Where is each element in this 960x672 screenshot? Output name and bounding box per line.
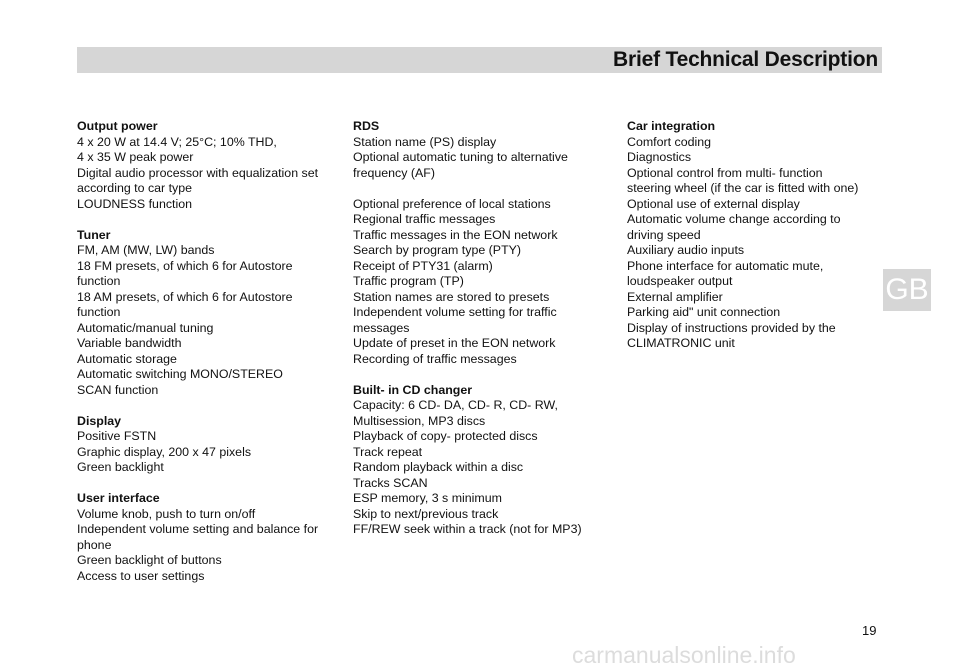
section-title: Display (77, 413, 122, 428)
spec-line: function (77, 274, 121, 288)
spec-line: Variable bandwidth (77, 336, 182, 350)
column-3 (627, 119, 877, 367)
spec-line: External amplifier (627, 289, 723, 304)
spec-line: Capacity: 6 CD- DA, CD- R, CD- RW, (353, 398, 558, 412)
language-tab-gb: GB (883, 269, 931, 311)
spec-line: Digital audio processor with equalization set (77, 165, 319, 180)
spec-line: 4 x 35 W peak power (77, 150, 194, 164)
spec-line: Auxiliary audio inputs (627, 243, 745, 257)
spec-line: CLIMATRONIC unit (627, 336, 735, 350)
spec-line: Comfort coding (627, 134, 712, 149)
spec-line: Update of preset in the EON network (353, 336, 556, 350)
section-title: Built- in CD changer (353, 382, 473, 397)
spec-line: frequency (AF) (353, 165, 435, 180)
spec-line: Receipt of PTY31 (alarm) (353, 258, 493, 273)
spec-line: Green backlight of buttons (77, 553, 222, 567)
spec-line: Multisession, MP3 discs (353, 413, 486, 428)
spec-line: Track repeat (353, 444, 423, 459)
spec-line: Independent volume setting for traffic (353, 305, 557, 319)
spec-line: FF/REW seek within a track (not for MP3) (353, 522, 582, 536)
spec-line: Random playback within a disc (353, 460, 524, 474)
spec-line: Phone interface for automatic mute, (627, 258, 824, 273)
spec-line: Station name (PS) display (353, 134, 497, 149)
spec-line: steering wheel (if the car is fitted with one) (627, 181, 859, 195)
spec-line: according to car type (77, 181, 193, 195)
spec-section (353, 197, 608, 368)
spec-line: Regional traffic messages (353, 212, 496, 226)
spec-line: Automatic volume change according to (627, 212, 841, 226)
spec-section (77, 228, 332, 399)
spec-line: 4 x 20 W at 14.4 V; 25°C; 10% THD, (77, 134, 277, 149)
section-title: User interface (77, 491, 160, 505)
spec-line: Positive FSTN (77, 429, 157, 443)
spec-line: Automatic storage (77, 351, 177, 366)
spec-line: Skip to next/previous track (353, 506, 499, 521)
spec-section (77, 119, 332, 212)
spec-line: Optional preference of local stations (353, 196, 551, 211)
spec-line: Station names are stored to presets (353, 289, 550, 304)
watermark: carmanualsonline.info (572, 642, 796, 668)
page-number: 19 (862, 623, 877, 638)
spec-line: Traffic program (TP) (353, 274, 464, 288)
spec-line: Optional use of external display (627, 196, 800, 211)
section-title: Car integration (627, 119, 716, 133)
header-bar (77, 47, 882, 73)
spec-section (353, 119, 608, 181)
spec-line: function (77, 305, 121, 319)
spec-line: Automatic switching MONO/STEREO (77, 367, 283, 381)
spec-section (353, 383, 608, 538)
spec-line: driving speed (627, 227, 701, 242)
spec-line: phone (77, 537, 112, 552)
spec-line: 18 AM presets, of which 6 for Autostore (77, 289, 293, 304)
section-title: Output power (77, 119, 158, 133)
spec-line: 18 FM presets, of which 6 for Autostore (77, 258, 293, 273)
spec-line: LOUDNESS function (77, 196, 193, 211)
spec-line: Graphic display, 200 x 47 pixels (77, 444, 252, 459)
spec-line: Parking aid" unit connection (627, 305, 781, 319)
spec-line: Search by program type (PTY) (353, 243, 522, 257)
page-title: Brief Technical Description (613, 48, 878, 71)
spec-line: Access to user settings (77, 568, 205, 583)
section-title: RDS (353, 119, 380, 133)
spec-line: Optional control from multi- function (627, 165, 823, 180)
spec-line: loudspeaker output (627, 274, 733, 288)
spec-line: SCAN function (77, 382, 159, 397)
spec-line: Recording of traffic messages (353, 351, 517, 366)
spec-line: messages (353, 320, 410, 335)
spec-line: Automatic/manual tuning (77, 320, 214, 335)
spec-line: Traffic messages in the EON network (353, 227, 558, 242)
spec-line: Volume knob, push to turn on/off (77, 506, 256, 521)
section-title: Tuner (77, 227, 111, 242)
spec-section (627, 119, 877, 352)
spec-line: ESP memory, 3 s minimum (353, 491, 502, 505)
spec-line: Diagnostics (627, 150, 692, 164)
column-2 (353, 119, 608, 553)
spec-line: Tracks SCAN (353, 475, 428, 490)
spec-section (77, 491, 332, 584)
column-1 (77, 119, 332, 600)
spec-line: Playback of copy- protected discs (353, 429, 538, 443)
spec-line: Independent volume setting and balance for (77, 522, 319, 536)
spec-line: Green backlight (77, 460, 164, 474)
spec-line: Optional automatic tuning to alternative (353, 150, 568, 164)
spec-line: FM, AM (MW, LW) bands (77, 243, 215, 257)
spec-line: Display of instructions provided by the (627, 320, 836, 335)
spec-section (77, 414, 332, 476)
